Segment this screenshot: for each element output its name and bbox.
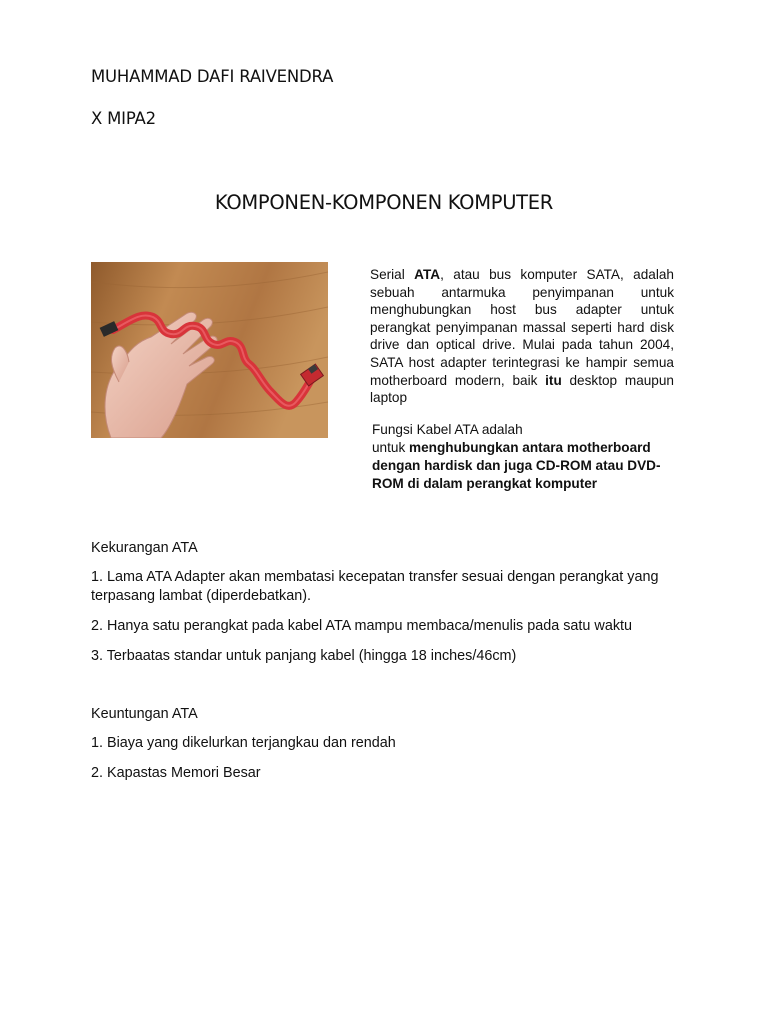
list-item: 3. Terbaatas standar untuk panjang kabel (hingga 18 inches/46cm) [91, 648, 517, 664]
keuntungan-section [91, 705, 691, 794]
fungsi-bold: menghubungkan antara motherboard dengan hardisk dan juga CD-ROM atau DVD-ROM di dalam perangkat komputer [372, 440, 661, 491]
keuntungan-heading: Keuntungan ATA [91, 706, 198, 722]
list-item: 2. Hanya satu perangkat pada kabel ATA mampu membaca/menulis pada satu waktu [91, 618, 633, 634]
fungsi-intro: Fungsi Kabel ATA adalah [372, 422, 523, 437]
list-item: 1. Lama ATA Adapter akan membatasi kecepatan transfer sesuai dengan perangkat yang terpasang lambat (diperdebatkan). [91, 569, 659, 604]
fungsi-paragraph [372, 421, 672, 493]
author-name: MUHAMMAD DAFI RAIVENDRA [91, 67, 334, 86]
list-item: 2. Kapastas Memori Besar [91, 765, 261, 781]
fungsi-text: untuk [372, 440, 410, 455]
page-title: KOMPONEN-KOMPONEN KOMPUTER [214, 191, 554, 214]
desc-text: Serial [370, 267, 415, 282]
kekurangan-section [91, 539, 691, 677]
class-name: X MIPA2 [91, 109, 156, 128]
sata-cable-photo [91, 262, 328, 438]
kekurangan-heading: Kekurangan ATA [91, 540, 198, 556]
list-item: 1. Biaya yang dikelurkan terjangkau dan rendah [91, 735, 396, 751]
sata-description [370, 266, 674, 407]
desc-bold-itu: itu [545, 372, 562, 388]
desc-text: , atau bus komputer SATA, adalah sebuah antarmuka penyimpanan untuk menghubungkan host bus adapter untuk perangkat penyimpanan massal seperti hard disk drive dan optical drive. Mulai pada tahun 2004, SATA host adapter terintegrasi ke hampir semua motherboard modern, baik [370, 267, 674, 388]
desc-text: desktop maupun laptop [370, 372, 674, 406]
desc-bold-ata: ATA [414, 267, 441, 282]
